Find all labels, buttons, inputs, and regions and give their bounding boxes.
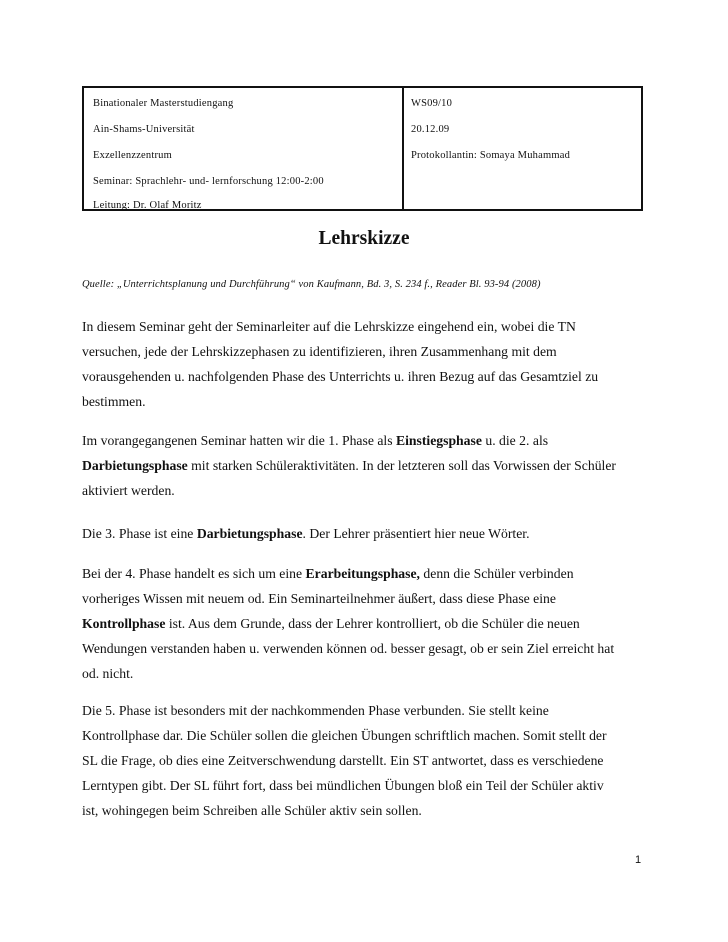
paragraph-line: Lerntypen gibt. Der SL führt fort, dass bei mündlichen Übungen bloß ein Teil der Schüler aktiv <box>82 778 604 793</box>
paragraph-line: Bei der 4. Phase handelt es sich um eine Erarbeitungsphase, denn die Schüler verbinden <box>82 566 574 581</box>
protocol-author: Protokollantin: Somaya Muhammad <box>411 150 571 161</box>
semester: WS09/10 <box>411 98 453 109</box>
header-table-divider <box>402 88 404 209</box>
paragraph-line: aktiviert werden. <box>82 483 175 498</box>
paragraph-line: In diesem Seminar geht der Seminarleiter auf die Lehrskizze eingehend ein, wobei die TN <box>82 319 576 334</box>
term-kontrollphase: Kontrollphase <box>82 616 166 631</box>
page-number: 1 <box>635 854 642 866</box>
term-darbietungsphase: Darbietungsphase <box>82 458 188 473</box>
header-table <box>82 86 643 211</box>
paragraph-line: Die 3. Phase ist eine Darbietungsphase. Der Lehrer präsentiert hier neue Wörter. <box>82 526 530 541</box>
paragraph-line: vorheriges Wissen mit neuem od. Ein Seminarteilnehmer äußert, dass diese Phase eine <box>82 591 556 606</box>
paragraph-line: SL die Frage, ob dies eine Zeitverschwendung darstellt. Ein ST antwortet, dass es verschiedene <box>82 753 604 768</box>
paragraph-line: ist, wohingegen beim Schreiben alle Schüler aktiv sein sollen. <box>82 803 422 818</box>
paragraph-line: Die 5. Phase ist besonders mit der nachkommenden Phase verbunden. Sie stellt keine <box>82 703 549 718</box>
term-einstiegsphase: Einstiegsphase <box>395 433 482 448</box>
term-darbietungsphase: Darbietungsphase <box>196 526 303 541</box>
date: 20.12.09 <box>411 124 450 135</box>
paragraph-line: versuchen, jede der Lehrskizzephasen zu identifizieren, ihren Zusammenhang mit dem <box>82 344 557 359</box>
paragraph-line: vorausgehenden u. nachfolgenden Phase des Unterrichts u. ihren Bezug auf das Gesamtziel zu <box>82 369 599 384</box>
document-title: Lehrskizze <box>318 228 410 249</box>
seminar-leader: Leitung: Dr. Olaf Moritz <box>93 200 202 211</box>
seminar-name: Seminar: Sprachlehr- und- lernforschung 12:00-2:00 <box>93 176 324 187</box>
paragraph-line: Kontrollphase dar. Die Schüler sollen die gleichen Übungen schriftlich machen. Somit stellt der <box>82 728 607 743</box>
term-erarbeitungsphase: Erarbeitungsphase, <box>305 566 420 581</box>
paragraph-line: od. nicht. <box>82 666 134 681</box>
paragraph-line: Kontrollphase ist. Aus dem Grunde, dass der Lehrer kontrolliert, ob die Schüler die neuen <box>82 616 580 631</box>
paragraph-line: Darbietungsphase mit starken Schüleraktivitäten. In der letzteren soll das Vorwissen der Schüler <box>82 458 616 473</box>
paragraph-line: Im vorangegangenen Seminar hatten wir die 1. Phase als Einstiegsphase u. die 2. als <box>82 433 549 448</box>
source-citation: Quelle: „Unterrichtsplanung und Durchführung“ von Kaufmann, Bd. 3, S. 234 f., Reader Bl. 93-94 (2008) <box>82 279 541 290</box>
program-name: Binationaler Masterstudiengang <box>93 98 234 109</box>
paragraph-line: bestimmen. <box>82 394 146 409</box>
paragraph-line: Wendungen verstanden haben u. verwenden können od. besser gesagt, ob er sein Ziel erreicht hat <box>82 641 615 656</box>
university-name: Ain-Shams-Universität <box>93 124 195 135</box>
center-name: Exzellenzzentrum <box>93 150 172 161</box>
